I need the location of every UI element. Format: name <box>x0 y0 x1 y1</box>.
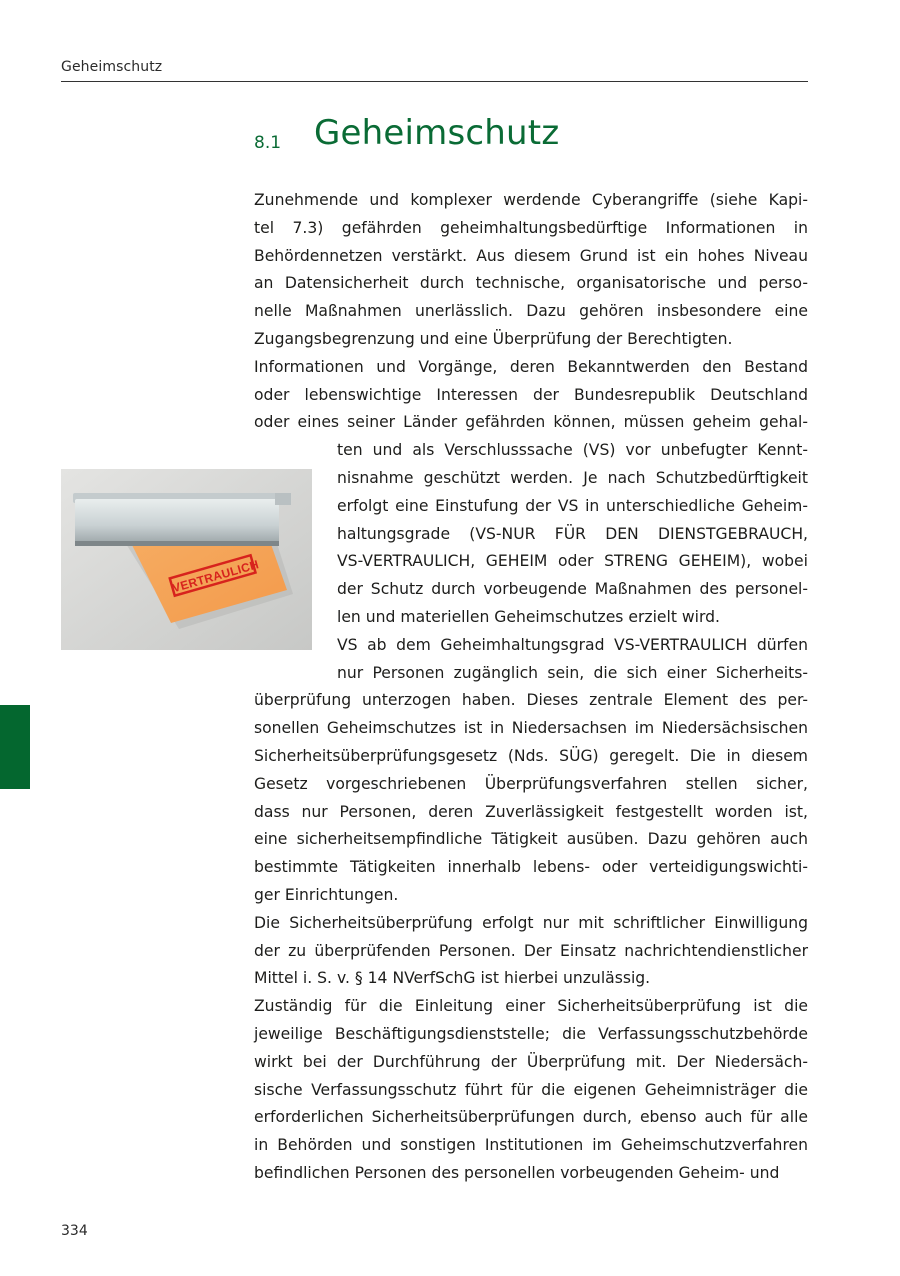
mail-slot-illustration <box>61 469 312 650</box>
section-title: Geheimschutz <box>314 113 560 153</box>
body-line: nur Personen zugänglich sein, die sich einer Sicherheits- <box>337 663 808 682</box>
body-line: wirkt bei der Durchführung der Überprüfung mit. Der Niedersäch- <box>254 1052 808 1071</box>
mail-slot-photo <box>61 469 312 650</box>
body-line: sische Verfassungsschutz führt für die eigenen Geheimnisträger die <box>254 1080 808 1099</box>
body-line: an Datensicherheit durch technische, organisatorische und perso- <box>254 274 808 293</box>
body-line: dass nur Personen, deren Zuverlässigkeit festgestellt worden ist, <box>254 802 808 821</box>
body-line: erforderlichen Sicherheitsüberprüfungen durch, ebenso auch für alle <box>254 1108 808 1127</box>
body-line: Zuständig für die Einleitung einer Sicherheitsüberprüfung ist die <box>254 997 808 1016</box>
body-line: befindlichen Personen des personellen vorbeugenden Geheim- und <box>254 1164 780 1182</box>
running-header: Geheimschutz <box>61 59 163 75</box>
header-rule <box>61 81 808 82</box>
body-line: ger Einrichtungen. <box>254 886 399 904</box>
body-line: oder eines seiner Länder gefährden können, müssen geheim gehal- <box>254 413 808 432</box>
body-line: Informationen und Vorgänge, deren Bekanntwerden den Bestand <box>254 357 808 376</box>
body-line: Zugangsbegrenzung und eine Überprüfung der Berechtigten. <box>254 330 733 348</box>
confidential-stamp-text: VERTRAULICH <box>170 557 261 596</box>
body-line: Gesetz vorgeschriebenen Überprüfungsverfahren stellen sicher, <box>254 774 808 793</box>
body-line: erfolgt eine Einstufung der VS in unterschiedliche Geheim- <box>337 496 808 515</box>
body-line: Behördennetzen verstärkt. Aus diesem Grund ist ein hohes Niveau <box>254 246 808 265</box>
body-line: der Schutz durch vorbeugende Maßnahmen des personel- <box>337 580 808 599</box>
body-line: eine sicherheitsempfindliche Tätigkeit ausüben. Dazu gehören auch <box>254 830 808 849</box>
body-line: Die Sicherheitsüberprüfung erfolgt nur mit schriftlicher Einwilligung <box>254 913 808 932</box>
body-line: tel 7.3) gefährden geheimhaltungsbedürftige Informationen in <box>254 218 808 237</box>
body-line: oder lebenswichtige Interessen der Bundesrepublik Deutschland <box>254 385 808 404</box>
chapter-side-tab <box>0 705 30 789</box>
body-line: VS ab dem Geheimhaltungsgrad VS-VERTRAULICH dürfen <box>337 635 808 654</box>
section-number: 8.1 <box>254 133 282 153</box>
body-line: Mittel i. S. v. § 14 NVerfSchG ist hierbei unzulässig. <box>254 969 651 988</box>
body-line: ten und als Verschlusssache (VS) vor unbefugter Kennt- <box>337 441 808 460</box>
page-number: 334 <box>61 1223 88 1239</box>
body-line: Sicherheitsüberprüfungsgesetz (Nds. SÜG) geregelt. Die in diesem <box>254 747 808 765</box>
body-line: der zu überprüfenden Personen. Der Einsatz nachrichtendienstlicher <box>254 941 808 960</box>
body-line: in Behörden und sonstigen Institutionen im Geheimschutzverfahren <box>254 1136 808 1155</box>
body-line: len und materiellen Geheimschutzes erzielt wird. <box>337 608 720 626</box>
body-line: jeweilige Beschäftigungsdienststelle; die Verfassungsschutzbehörde <box>254 1025 808 1043</box>
body-line: haltungsgrade (VS-NUR FÜR DEN DIENSTGEBRAUCH, <box>337 524 808 543</box>
body-line: nelle Maßnahmen unerlässlich. Dazu gehören insbesondere eine <box>254 302 808 321</box>
body-line: bestimmte Tätigkeiten innerhalb lebens- oder verteidigungswichti- <box>254 858 808 877</box>
body-line: Zunehmende und komplexer werdende Cyberangriffe (siehe Kapi- <box>254 191 808 209</box>
body-line: nisnahme geschützt werden. Je nach Schutzbedürftigkeit <box>337 469 808 487</box>
body-line: überprüfung unterzogen haben. Dieses zentrale Element des per- <box>254 691 808 710</box>
body-line: VS-VERTRAULICH, GEHEIM oder STRENG GEHEIM), wobei <box>337 552 808 571</box>
body-line: sonellen Geheimschutzes ist in Niedersachsen im Niedersächsischen <box>254 719 808 738</box>
